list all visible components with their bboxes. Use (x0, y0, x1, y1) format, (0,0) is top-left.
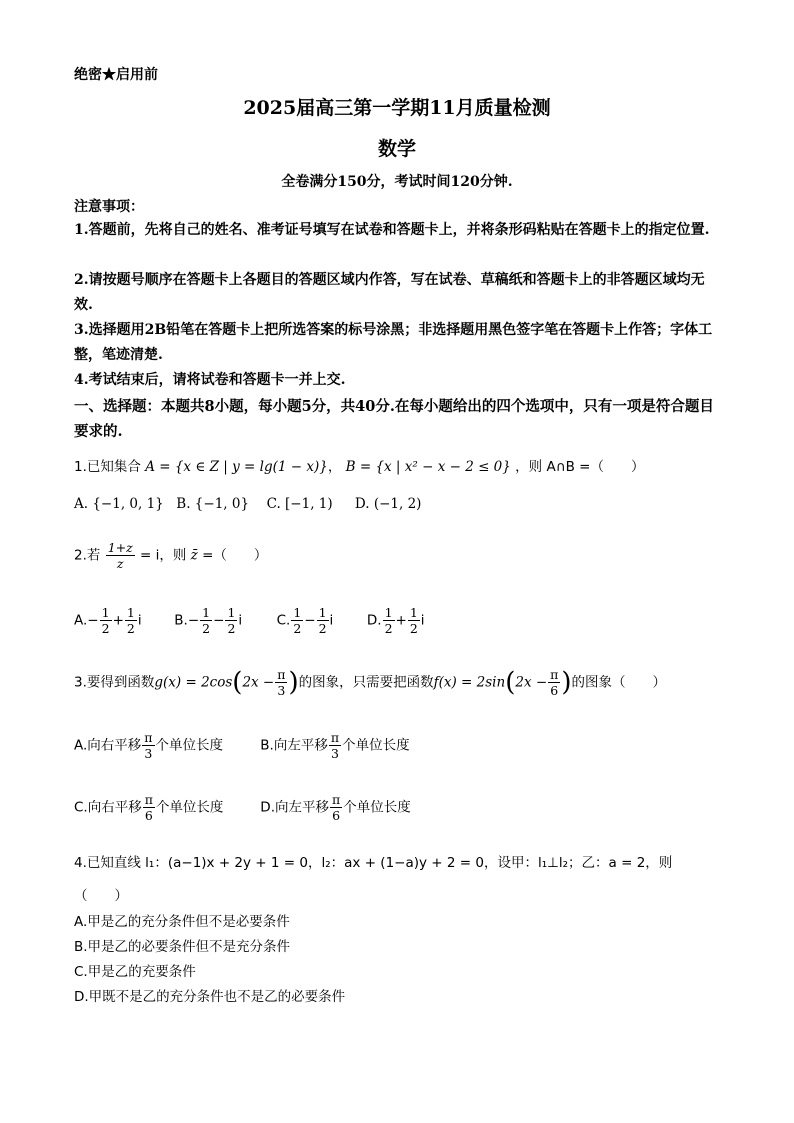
fraction (125, 605, 137, 636)
option-c: C.甲是乙的充要条件 (74, 964, 196, 980)
fraction (225, 605, 237, 636)
numerator: π (331, 792, 341, 807)
fraction (142, 730, 154, 761)
fraction (548, 667, 560, 698)
option-a (74, 730, 256, 761)
numerator: 1 (409, 605, 418, 620)
option-tail: 个单位长度 (342, 737, 410, 754)
option-b (260, 730, 409, 761)
sign: − (87, 612, 99, 629)
fraction (143, 792, 155, 823)
question-suffix: 的图象（ ） (571, 674, 667, 691)
denominator: 2 (202, 621, 211, 636)
denominator: 2 (126, 621, 135, 636)
fraction (100, 605, 112, 636)
fraction (383, 605, 395, 636)
fraction (408, 605, 420, 636)
numerator: π (277, 667, 286, 682)
imaginary-unit: i (329, 612, 334, 629)
function-f: f(x) = 2sin (433, 674, 506, 691)
question-prefix: 若 (86, 547, 101, 564)
denominator: 2 (227, 621, 236, 636)
fraction (291, 605, 303, 636)
right-paren: ) (288, 667, 299, 698)
option-label: B. (174, 612, 188, 629)
option-d: D. (−1, 2) (354, 496, 422, 512)
denominator: 6 (332, 808, 341, 823)
question-number: 1. (74, 459, 87, 475)
option-tail: 个单位长度 (155, 737, 224, 754)
numerator: 1 (293, 605, 302, 620)
q3-options-row-2 (74, 792, 411, 823)
argument: 2x − (515, 674, 548, 691)
denominator: 2 (318, 621, 327, 636)
question-mid: 的图象，只需要把函数 (298, 674, 434, 691)
option-label: C. (276, 612, 291, 629)
score-time-line: 全卷满分150分，考试时间120分钟. (281, 174, 513, 190)
option-c (277, 605, 363, 636)
left-paren: ( (232, 667, 243, 698)
question-prefix: 要得到函数 (86, 674, 155, 691)
function-g: g(x) = 2cos (154, 674, 233, 691)
denominator: 6 (144, 808, 153, 823)
question-3 (74, 667, 666, 698)
numerator: 1 (202, 605, 211, 620)
q3-options-row-1 (74, 730, 410, 761)
question-1 (74, 455, 644, 475)
numerator: π (144, 730, 153, 745)
option-label: D.向左平移 (260, 799, 329, 816)
option-label: A.向右平移 (74, 737, 142, 754)
fraction (106, 540, 135, 571)
note-item-2: 2.请按题号顺序在答题卡上各题目的答题区域内作答，写在试卷、草稿纸和答题卡上的非答题区域均无效. (74, 272, 705, 313)
question-text: 已知直线 l₁：(a−1)x + 2y + 1 = 0，l₂：ax + (1−a)y + 2 = 0，设甲：l₁⊥l₂；乙：a = 2，则 (86, 855, 673, 871)
imaginary-unit: i (420, 612, 425, 629)
numerator: 1 (126, 605, 135, 620)
option-label: D. (366, 612, 382, 629)
q2-options (74, 605, 425, 636)
sign: − (304, 612, 316, 629)
numerator: 1+z (107, 540, 133, 555)
denominator: 2 (409, 621, 418, 636)
right-paren: ) (561, 667, 572, 698)
numerator: 1 (384, 605, 393, 620)
separator: ， (327, 459, 342, 475)
sign: + (112, 612, 124, 629)
sign: − (213, 612, 225, 629)
note-item-3: 3.选择题用2B铅笔在答题卡上把所选答案的标号涂黑；非选择题用黑色签字笔在答题卡上作答；字体工整，笔迹清楚. (74, 322, 713, 363)
option-b: B.甲是乙的必要条件但不是充分条件 (74, 939, 291, 955)
section-heading: 一、选择题：本题共8小题，每小题5分，共40分.在每小题给出的四个选项中，只有一项是符合题目要求的. (74, 398, 714, 440)
numerator: π (550, 667, 559, 682)
option-label: A. (74, 612, 88, 629)
notes-heading: 注意事项： (74, 199, 144, 215)
fraction (330, 792, 342, 823)
note-item-1: 1.答题前，先将自己的姓名、准考证号填写在试卷和答题卡上，并将条形码粘贴在答题卡上的指定位置. (74, 222, 710, 238)
question-number: 4. (74, 855, 87, 871)
denominator: 3 (144, 746, 153, 761)
sign: − (187, 612, 200, 629)
option-d (260, 792, 410, 823)
option-d (367, 605, 425, 636)
denominator: 3 (330, 746, 339, 761)
option-c: C. [−1, 1) (266, 496, 333, 512)
sign: + (395, 612, 407, 629)
note-item-4: 4.考试结束后，请将试卷和答题卡一并上交. (74, 372, 346, 388)
numerator: π (330, 730, 340, 745)
question-number: 2. (74, 547, 87, 564)
option-tail: 个单位长度 (155, 799, 224, 816)
confidential-label: 绝密★启用前 (74, 67, 158, 83)
set-b-definition: B = {x | x² − x − 2 ≤ 0} (345, 459, 511, 475)
option-c (74, 792, 256, 823)
equation-text: = i，则 (140, 547, 187, 564)
imaginary-unit: i (238, 612, 243, 629)
denominator: 6 (550, 683, 559, 698)
q1-options (74, 496, 421, 512)
fraction (329, 730, 341, 761)
option-tail: 个单位长度 (343, 799, 411, 816)
denominator: 2 (101, 621, 110, 636)
fraction (200, 605, 212, 636)
question-suffix: =（ ） (202, 547, 268, 564)
denominator: 2 (293, 621, 302, 636)
question-number: 3. (74, 674, 87, 691)
option-a: A.甲是乙的充分条件但不是必要条件 (74, 914, 290, 930)
set-a-definition: A = {x ∈ Z | y = lg(1 − x)} (145, 459, 328, 475)
question-prefix: 已知集合 (86, 459, 141, 475)
option-a (74, 605, 170, 636)
option-d: D.甲既不是乙的充分条件也不是乙的必要条件 (74, 989, 346, 1005)
conjugate-symbol: z̄ (190, 547, 198, 564)
question-4 (74, 851, 672, 871)
option-b: B. {−1, 0} (176, 496, 250, 512)
argument: 2x − (242, 674, 275, 691)
denominator: 3 (277, 683, 286, 698)
left-paren: ( (505, 667, 516, 698)
question-suffix: ，则 A∩B =（ ） (515, 459, 645, 475)
numerator: 1 (318, 605, 327, 620)
fraction (317, 605, 329, 636)
subject-title: 数学 (377, 138, 416, 160)
imaginary-unit: i (137, 612, 142, 629)
fraction (275, 667, 287, 698)
denominator: z (116, 556, 124, 571)
question-4-paren: （ ） (74, 888, 128, 904)
option-label: B.向左平移 (260, 737, 328, 754)
option-b (174, 605, 272, 636)
numerator: 1 (227, 605, 236, 620)
numerator: 1 (101, 605, 110, 620)
denominator: 2 (384, 621, 393, 636)
exam-title: 2025届高三第一学期11月质量检测 (243, 97, 551, 119)
option-a: A. {−1, 0, 1} (74, 496, 164, 512)
question-2 (74, 540, 267, 571)
option-label: C.向右平移 (74, 799, 142, 816)
numerator: π (144, 792, 153, 807)
